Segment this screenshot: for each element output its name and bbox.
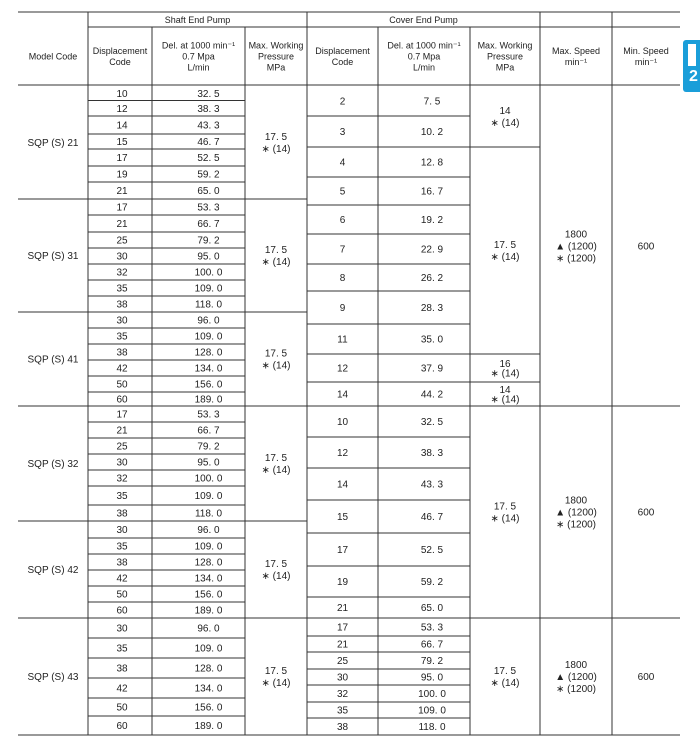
shaft-pressure-cell: ∗ (14): [261, 144, 291, 155]
cover-displacement-code-cell: 9: [339, 303, 346, 314]
shaft-displacement-code-cell: 25: [116, 441, 128, 453]
shaft-delivery-cell: 128. 0: [194, 347, 223, 359]
cover-delivery-cell: 10. 2: [420, 127, 444, 138]
shaft-delivery-cell: 32. 5: [197, 88, 220, 100]
shaft-displacement-code-cell: 60: [116, 605, 128, 617]
shaft-pressure-cell: 17. 5: [264, 559, 288, 570]
shaft-delivery-cell: 95. 0: [197, 457, 220, 469]
shaft-delivery-cell: 43. 3: [197, 120, 220, 132]
shaft-displacement-code-cell: 42: [116, 573, 128, 585]
shaft-delivery-cell: 118. 0: [194, 299, 223, 311]
shaft-delivery-cell: 109. 0: [194, 331, 223, 343]
cover-delivery-cell: 22. 9: [420, 244, 444, 256]
shaft-delivery-header: L/min: [187, 62, 210, 73]
cover-delivery-header: Del. at 1000 min⁻¹: [387, 40, 461, 51]
cover-delivery-cell: 118. 0: [418, 722, 446, 733]
shaft-delivery-cell: 109. 0: [194, 643, 223, 655]
chapter-tab-mark: [688, 44, 696, 66]
cover-pressure-cell: 14: [499, 106, 511, 117]
shaft-pressure-cell: 17. 5: [264, 132, 288, 143]
shaft-pressure-cell: ∗ (14): [261, 257, 291, 268]
shaft-pressure-cell: 17. 5: [264, 245, 288, 256]
cover-delivery-cell: 38. 3: [420, 448, 444, 459]
shaft-displacement-code-cell: 38: [116, 299, 128, 311]
shaft-delivery-cell: 66. 7: [197, 219, 220, 230]
shaft-displacement-code-cell: 10: [116, 88, 128, 100]
shaft-delivery-cell: 38. 3: [197, 103, 220, 115]
shaft-delivery-cell: 134. 0: [194, 363, 223, 375]
shaft-displacement-code-cell: 50: [116, 379, 128, 391]
shaft-pressure-cell: ∗ (14): [261, 360, 291, 372]
shaft-displacement-code-cell: 35: [116, 541, 128, 553]
shaft-displacement-code-cell: 19: [116, 169, 128, 181]
cover-displacement-code-cell: 25: [336, 656, 349, 667]
shaft-displacement-code-header: Displacement: [92, 46, 148, 56]
shaft-delivery-cell: 156. 0: [194, 702, 223, 714]
shaft-delivery-cell: 96. 0: [197, 623, 220, 635]
shaft-delivery-cell: 109. 0: [194, 491, 223, 502]
cover-displacement-code-cell: 5: [339, 186, 346, 198]
model-code-cell: SQP (S) 21: [27, 138, 79, 149]
cover-delivery-cell: 26. 2: [420, 273, 444, 284]
cover-end-pump-header: Cover End Pump: [389, 15, 458, 25]
cover-pressure-cell: 17. 5: [493, 501, 517, 513]
shaft-delivery-cell: 134. 0: [194, 683, 223, 695]
shaft-delivery-cell: 46. 7: [197, 137, 220, 148]
cover-delivery-cell: 19. 2: [420, 215, 444, 226]
shaft-displacement-code-cell: 42: [116, 363, 128, 375]
max-speed-header: min⁻¹: [564, 57, 588, 67]
cover-delivery-cell: 12. 8: [420, 157, 444, 169]
cover-displacement-code-cell: 32: [336, 689, 349, 700]
shaft-pressure-cell: 17. 5: [264, 348, 288, 360]
cover-pressure-cell: ∗ (14): [490, 368, 520, 380]
min-speed-cell: 600: [637, 241, 655, 253]
cover-displacement-code-cell: 12: [336, 363, 349, 375]
shaft-delivery-cell: 53. 3: [197, 202, 220, 214]
shaft-delivery-cell: 79. 2: [197, 441, 220, 453]
cover-displacement-code-cell: 17: [336, 622, 349, 634]
cover-displacement-code-cell: 2: [339, 96, 346, 108]
cover-pressure-cell: 14: [499, 384, 511, 396]
shaft-delivery-cell: 52. 5: [197, 153, 220, 164]
shaft-pressure-cell: 17. 5: [264, 453, 288, 464]
cover-delivery-cell: 52. 5: [420, 545, 444, 556]
shaft-delivery-cell: 189. 0: [194, 394, 223, 406]
cover-displacement-code-header: Code: [331, 57, 354, 67]
cover-delivery-cell: 53. 3: [420, 622, 444, 634]
min-speed-cell: 600: [637, 507, 655, 519]
max-speed-header: Max. Speed: [551, 46, 601, 56]
shaft-displacement-code-cell: 32: [116, 267, 128, 279]
cover-displacement-code-cell: 30: [336, 672, 349, 684]
shaft-displacement-code-cell: 21: [116, 425, 128, 437]
chapter-tab-number: 2: [689, 68, 698, 85]
max-speed-cell: ∗ (1200): [555, 253, 597, 265]
shaft-displacement-code-cell: 14: [116, 120, 128, 132]
shaft-delivery-cell: 118. 0: [194, 508, 223, 520]
shaft-displacement-code-cell: 35: [116, 491, 128, 502]
shaft-displacement-code-cell: 35: [116, 643, 128, 655]
shaft-delivery-cell: 189. 0: [194, 721, 223, 732]
shaft-displacement-code-cell: 42: [116, 683, 128, 695]
cover-displacement-code-cell: 6: [339, 215, 346, 226]
cover-delivery-cell: 79. 2: [420, 656, 444, 667]
shaft-displacement-code-cell: 35: [116, 331, 128, 343]
shaft-delivery-cell: 96. 0: [197, 525, 220, 536]
shaft-delivery-cell: 128. 0: [194, 663, 223, 675]
shaft-delivery-cell: 96. 0: [197, 315, 220, 327]
shaft-pressure-cell: ∗ (14): [261, 571, 291, 582]
cover-pressure-cell: ∗ (14): [490, 678, 520, 689]
model-code-cell: SQP (S) 32: [27, 459, 79, 470]
shaft-displacement-code-cell: 15: [116, 137, 128, 148]
shaft-delivery-cell: 109. 0: [194, 283, 223, 295]
cover-delivery-cell: 59. 2: [420, 577, 444, 588]
max-speed-cell: ▲ (1200): [555, 507, 597, 519]
shaft-end-pump-header: Shaft End Pump: [164, 15, 231, 25]
cover-delivery-cell: 16. 7: [420, 186, 444, 198]
max-speed-cell: 1800: [564, 495, 588, 507]
cover-displacement-code-cell: 35: [336, 705, 349, 717]
max-speed-cell: ∗ (1200): [555, 684, 597, 695]
shaft-displacement-code-cell: 30: [116, 315, 128, 327]
cover-max-pressure-header: MPa: [495, 62, 515, 73]
shaft-displacement-code-cell: 38: [116, 663, 128, 675]
shaft-delivery-cell: 53. 3: [197, 409, 220, 421]
cover-displacement-code-cell: 12: [336, 448, 349, 459]
cover-delivery-cell: 32. 5: [420, 417, 444, 428]
cover-displacement-code-cell: 19: [336, 577, 349, 588]
shaft-displacement-code-cell: 30: [116, 525, 128, 536]
cover-delivery-cell: 46. 7: [420, 512, 444, 523]
max-speed-cell: 1800: [564, 660, 588, 671]
shaft-pressure-cell: ∗ (14): [261, 678, 291, 689]
cover-max-pressure-header: Pressure: [486, 51, 524, 62]
cover-pressure-cell: ∗ (14): [490, 252, 520, 263]
min-speed-header: min⁻¹: [634, 57, 658, 67]
max-speed-cell: ▲ (1200): [555, 672, 597, 683]
shaft-displacement-code-cell: 32: [116, 473, 128, 485]
shaft-max-pressure-header: Pressure: [257, 51, 295, 62]
model-code-cell: SQP (S) 43: [27, 672, 79, 683]
cover-delivery-cell: 100. 0: [418, 689, 446, 700]
model-code-header: Model Code: [28, 51, 78, 62]
max-speed-cell: ▲ (1200): [555, 241, 597, 253]
shaft-displacement-code-cell: 38: [116, 557, 128, 569]
shaft-delivery-cell: 100. 0: [194, 267, 223, 279]
cover-pressure-cell: ∗ (14): [490, 118, 520, 129]
cover-pressure-cell: 16: [499, 358, 511, 370]
shaft-delivery-cell: 134. 0: [194, 573, 223, 585]
cover-pressure-cell: 17. 5: [493, 240, 517, 251]
model-code-cell: SQP (S) 41: [27, 354, 79, 366]
shaft-delivery-cell: 95. 0: [197, 251, 220, 263]
min-speed-cell: 600: [637, 672, 655, 683]
shaft-delivery-header: 0.7 Mpa: [182, 51, 215, 62]
shaft-displacement-code-cell: 21: [116, 186, 128, 197]
shaft-delivery-cell: 79. 2: [197, 235, 220, 247]
cover-delivery-cell: 35. 0: [420, 334, 444, 346]
shaft-delivery-cell: 100. 0: [194, 473, 223, 485]
cover-delivery-cell: 109. 0: [418, 705, 446, 717]
shaft-displacement-code-cell: 30: [116, 457, 128, 469]
cover-delivery-cell: 43. 3: [420, 479, 444, 491]
cover-pressure-cell: 17. 5: [493, 666, 517, 677]
shaft-displacement-code-cell: 17: [116, 409, 128, 421]
cover-delivery-cell: 37. 9: [420, 363, 444, 375]
max-speed-cell: ∗ (1200): [555, 519, 597, 531]
max-speed-cell: 1800: [564, 229, 588, 241]
shaft-delivery-header: Del. at 1000 min⁻¹: [161, 40, 236, 51]
cover-pressure-cell: ∗ (14): [490, 513, 520, 525]
shaft-displacement-code-cell: 17: [116, 153, 128, 164]
shaft-pressure-cell: ∗ (14): [261, 465, 291, 476]
cover-displacement-code-cell: 38: [336, 722, 349, 733]
cover-displacement-code-cell: 3: [339, 127, 346, 138]
cover-delivery-cell: 66. 7: [420, 639, 444, 651]
cover-delivery-cell: 44. 2: [420, 389, 444, 401]
shaft-displacement-code-cell: 30: [116, 251, 128, 263]
shaft-delivery-cell: 59. 2: [197, 169, 220, 181]
shaft-displacement-code-cell: 35: [116, 283, 128, 295]
cover-displacement-code-cell: 21: [336, 639, 349, 651]
cover-displacement-code-cell: 7: [339, 244, 346, 256]
shaft-delivery-cell: 65. 0: [197, 186, 220, 197]
shaft-displacement-code-cell: 50: [116, 702, 128, 714]
shaft-displacement-code-cell: 25: [116, 235, 128, 247]
shaft-displacement-code-cell: 50: [116, 589, 128, 601]
shaft-displacement-code-cell: 60: [116, 394, 128, 406]
shaft-max-pressure-header: MPa: [266, 62, 286, 73]
cover-delivery-header: 0.7 Mpa: [407, 51, 441, 62]
cover-pressure-cell: ∗ (14): [490, 394, 520, 406]
shaft-displacement-code-cell: 21: [116, 219, 128, 230]
cover-delivery-cell: 7. 5: [423, 96, 441, 108]
cover-displacement-code-cell: 10: [336, 417, 349, 428]
shaft-displacement-code-cell: 30: [116, 623, 128, 635]
cover-max-pressure-header: Max. Working: [477, 40, 533, 51]
shaft-displacement-code-cell: 12: [116, 103, 128, 115]
shaft-delivery-cell: 156. 0: [194, 379, 223, 391]
shaft-delivery-cell: 128. 0: [194, 557, 223, 569]
cover-displacement-code-header: Displacement: [315, 46, 370, 56]
cover-displacement-code-cell: 21: [336, 603, 349, 614]
model-code-cell: SQP (S) 31: [27, 251, 79, 262]
shaft-delivery-cell: 156. 0: [194, 589, 223, 601]
shaft-displacement-code-cell: 38: [116, 347, 128, 359]
shaft-pressure-cell: 17. 5: [264, 666, 288, 677]
cover-delivery-cell: 65. 0: [420, 603, 444, 614]
cover-displacement-code-cell: 11: [337, 334, 348, 346]
cover-displacement-code-cell: 17: [336, 545, 349, 556]
shaft-displacement-code-header: Code: [109, 57, 131, 67]
shaft-delivery-cell: 189. 0: [194, 605, 223, 617]
cover-displacement-code-cell: 4: [339, 157, 346, 169]
min-speed-header: Min. Speed: [623, 46, 669, 56]
model-code-cell: SQP (S) 42: [27, 565, 79, 576]
cover-displacement-code-cell: 14: [336, 479, 349, 491]
cover-delivery-cell: 28. 3: [420, 303, 444, 314]
cover-displacement-code-cell: 14: [336, 389, 349, 401]
cover-displacement-code-cell: 8: [339, 273, 346, 284]
shaft-displacement-code-cell: 60: [116, 721, 128, 732]
shaft-delivery-cell: 109. 0: [194, 541, 223, 553]
shaft-delivery-cell: 66. 7: [197, 425, 220, 437]
cover-delivery-cell: 95. 0: [420, 672, 444, 684]
shaft-displacement-code-cell: 38: [116, 508, 128, 520]
cover-displacement-code-cell: 15: [336, 512, 349, 523]
shaft-max-pressure-header: Max. Working: [248, 40, 304, 51]
cover-delivery-header: L/min: [412, 62, 436, 73]
shaft-displacement-code-cell: 17: [116, 202, 128, 214]
